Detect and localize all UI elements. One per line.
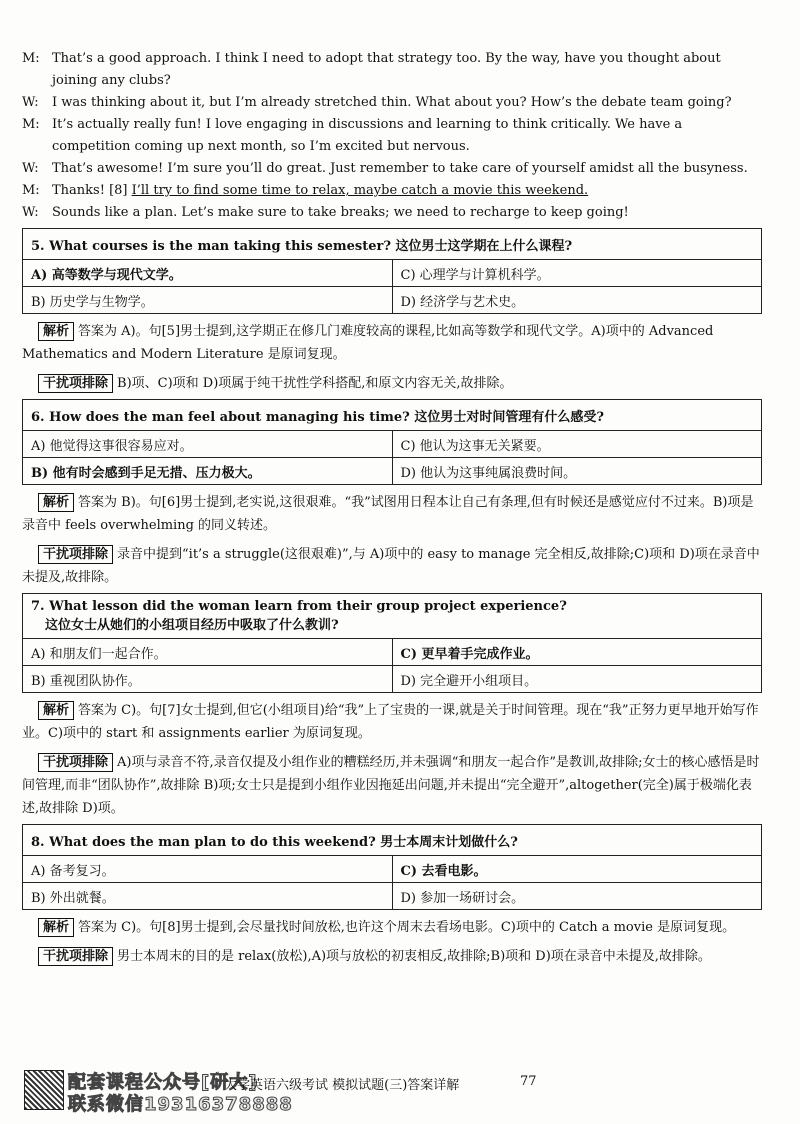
- option-a: A) 他觉得这事很容易应对。: [23, 431, 393, 458]
- distractor-tag: 干扰项排除: [38, 753, 113, 772]
- dialogue-line: W: Sounds like a plan. Let’s make sure to take breaks; we need to recharge to keep going!: [22, 205, 629, 220]
- watermark-line-2: 联系微信19316378888: [68, 1094, 293, 1115]
- option-a: A) 高等数学与现代文学。: [23, 260, 393, 287]
- question-text: 5. What courses is the man taking this semester? 这位男士这学期在上什么课程?: [23, 229, 762, 260]
- underlined-answer-sentence: I’ll try to find some time to relax, maybe catch a movie this weekend.: [131, 183, 589, 198]
- distractor-analysis: 干扰项排除 B)项、C)项和 D)项属于纯干扰性学科搭配,和原文内容无关,故排除。: [22, 372, 762, 395]
- distractor-tag: 干扰项排除: [38, 374, 113, 393]
- option-b: B) 他有时会感到手足无措、压力极大。: [23, 458, 393, 485]
- option-c: C) 他认为这事无关紧要。: [392, 431, 762, 458]
- qr-code-icon: [24, 1070, 64, 1110]
- distractor-tag: 干扰项排除: [38, 947, 113, 966]
- option-d: D) 他认为这事纯属浪费时间。: [392, 458, 762, 485]
- question-7-table: [22, 593, 762, 693]
- question-6-table: [22, 399, 762, 485]
- analysis: 解析 答案为 A)。句[5]男士提到,这学期正在修几门难度较高的课程,比如高等数学和现代文学。A)项中的 Advanced Mathematics and Modern Literature 是原词复现。: [22, 324, 714, 362]
- analysis: 解析 答案为 C)。句[8]男士提到,会尽量找时间放松,也许这个周末去看场电影。C)项中的 Catch a movie 是原词复现。: [22, 916, 762, 939]
- distractor-tag: 干扰项排除: [38, 545, 113, 564]
- option-c: C) 去看电影。: [392, 856, 762, 883]
- watermark-line-1: 配套课程公众号[研大]: [68, 1072, 258, 1093]
- dialogue-line: W: I was thinking about it, but I’m already stretched thin. What about you? How’s the debate team going?: [22, 95, 732, 110]
- distractor-analysis: 干扰项排除 男士本周末的目的是 relax(放松),A)项与放松的初衷相反,故排除;B)项和 D)项在录音中未提及,故排除。: [22, 945, 762, 968]
- analysis-tag: 解析: [38, 918, 74, 937]
- option-b: B) 历史学与生物学。: [23, 287, 393, 314]
- dialogue-line: M: It’s actually really fun! I love engaging in discussions and learning to think critically. We have a competition coming up next month, so I’m excited but nervous.: [22, 117, 683, 154]
- dialogue: [22, 48, 762, 224]
- option-d: D) 完全避开小组项目。: [392, 666, 762, 693]
- option-b: B) 外出就餐。: [23, 883, 393, 910]
- analysis-tag: 解析: [38, 701, 74, 720]
- question-5-table: [22, 228, 762, 314]
- question-text: 6. How does the man feel about managing his time? 这位男士对时间管理有什么感受?: [23, 400, 762, 431]
- page-number: 77: [520, 1074, 537, 1089]
- option-a: A) 备考复习。: [23, 856, 393, 883]
- option-c: C) 更早着手完成作业。: [392, 639, 762, 666]
- option-b: B) 重视团队协作。: [23, 666, 393, 693]
- option-d: D) 参加一场研讨会。: [392, 883, 762, 910]
- option-d: D) 经济学与艺术史。: [392, 287, 762, 314]
- page-footer: [24, 1070, 774, 1114]
- distractor-analysis: 干扰项排除 录音中提到“it’s a struggle(这很艰难)”,与 A)项中的 easy to manage 完全相反,故排除;C)项和 D)项在录音中未提及,故排除。: [22, 547, 760, 585]
- option-a: A) 和朋友们一起合作。: [23, 639, 393, 666]
- question-text: 7. What lesson did the woman learn from their group project experience? 这位女士从她们的小组项目经历中吸取了什么教训?: [23, 594, 762, 639]
- dialogue-line: W: That’s awesome! I’m sure you’ll do great. Just remember to take care of yourself amidst all the busyness.: [22, 161, 748, 176]
- analysis-tag: 解析: [38, 322, 74, 341]
- analysis-tag: 解析: [38, 493, 74, 512]
- dialogue-line: M: That’s a good approach. I think I need to adopt that strategy too. By the way, have you thought about joining any clubs?: [22, 51, 721, 88]
- page-content: [22, 48, 762, 968]
- question-text: 8. What does the man plan to do this weekend? 男士本周末计划做什么?: [23, 825, 762, 856]
- dialogue-line: M: Thanks! [8] I’ll try to find some time to relax, maybe catch a movie this weekend.: [22, 183, 589, 198]
- question-8-table: [22, 824, 762, 910]
- analysis: 解析 答案为 C)。句[7]女士提到,但它(小组项目)给“我”上了宝贵的一课,就是关于时间管理。现在“我”正努力更早地开始写作业。C)项中的 start 和 assignments earlier 为原词复现。: [22, 703, 759, 741]
- option-c: C) 心理学与计算机科学。: [392, 260, 762, 287]
- distractor-analysis: 干扰项排除 A)项与录音不符,录音仅提及小组作业的糟糕经历,并未强调“和朋友一起合作”是教训,故排除;女士的核心感悟是时间管理,而非“团队协作”,故排除 B)项;女士只是提到小组作业因拖延出问题,并未提出“完全避开”,altogether(完全)属于极端化表述,故排除 D)项。: [22, 755, 760, 816]
- analysis: 解析 答案为 B)。句[6]男士提到,老实说,这很艰难。“我”试图用日程本让自己有条理,但有时候还是感觉应付不过来。B)项是录音中 feels overwhelming 的同义转述。: [22, 495, 754, 533]
- footer-title: 大学英语六级考试 模拟试题(三)答案详解: [224, 1078, 460, 1093]
